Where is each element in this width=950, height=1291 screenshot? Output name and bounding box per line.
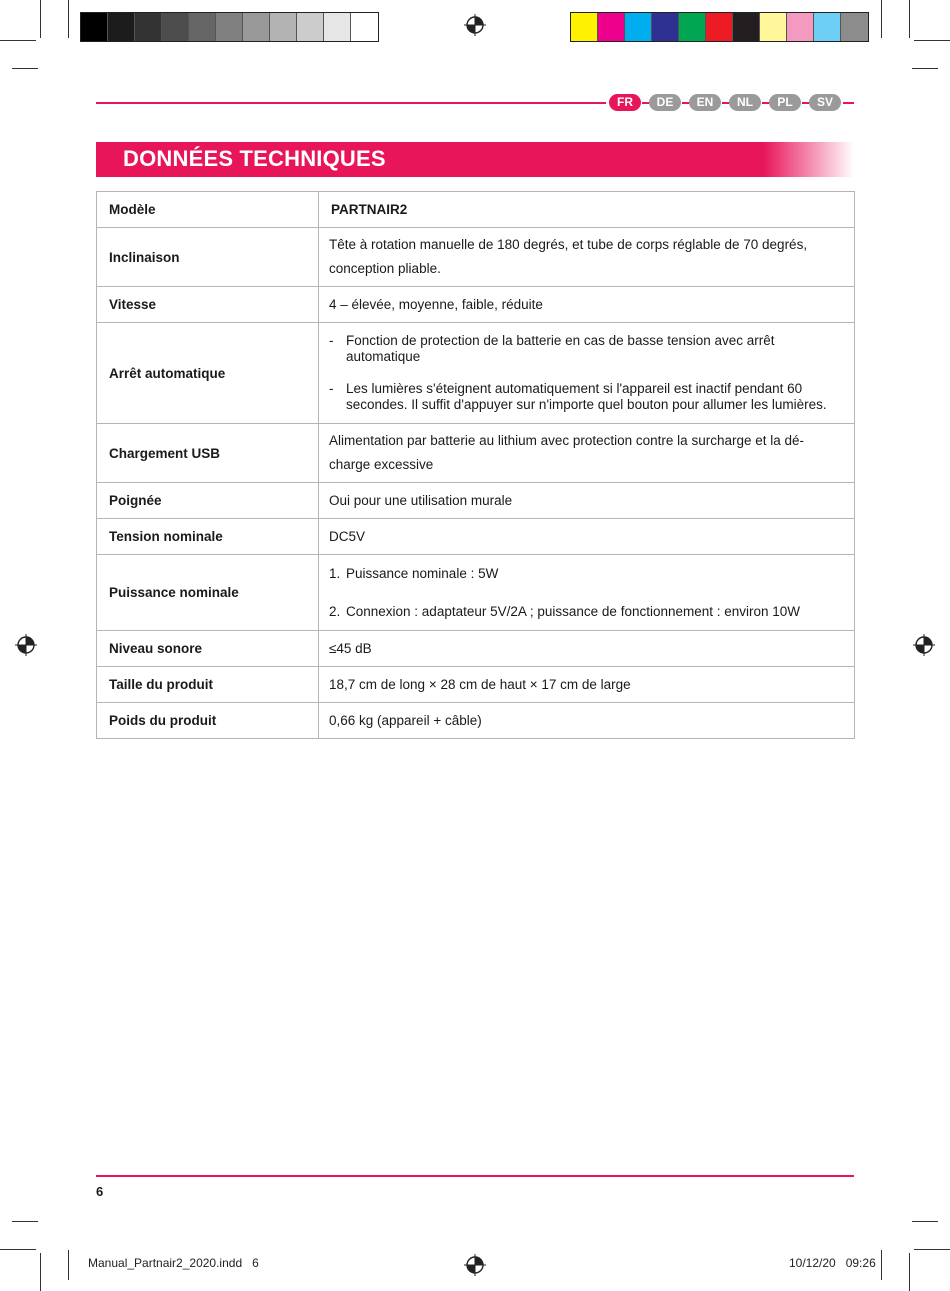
spec-value: Alimentation par batterie au lithium avec protection contre la surcharge et la dé-charge excessive [319,424,855,483]
crop-mark [68,1250,69,1280]
color-swatch [243,13,270,41]
list-item [329,381,844,413]
crop-mark [912,1221,938,1222]
crop-mark [0,40,36,41]
spec-label: Modèle [97,192,319,228]
table-row [97,631,855,667]
spec-label: Arrêt automatique [97,323,319,424]
spec-label: Taille du produit [97,667,319,703]
section-banner [96,142,854,177]
spec-value [319,323,855,424]
list-item-text: Les lumières s'éteignent automatiquement si l'appareil est inactif pendant 60 secondes. Il suffit d'appuyer sur n'importe quel bouton pour allumer les lumières. [346,381,827,412]
technical-specs-table [96,191,855,739]
color-swatch [108,13,135,41]
list-marker: 2. [329,603,341,619]
table-row [97,192,855,228]
table-row [97,483,855,519]
color-swatch [625,13,652,41]
color-swatch [760,13,787,41]
spec-label: Niveau sonore [97,631,319,667]
language-pill-de[interactable]: DE [649,94,681,111]
table-row [97,323,855,424]
crop-mark [912,68,938,69]
process-color-bar [570,12,869,42]
color-swatch [679,13,706,41]
registration-mark-icon [464,14,486,36]
language-separator [762,102,769,104]
page-number: 6 [96,1184,104,1199]
print-timestamp: 10/12/20 09:26 [789,1256,876,1270]
table-row [97,228,855,287]
grayscale-color-bar [80,12,379,42]
color-swatch [216,13,243,41]
crop-mark [914,40,950,41]
spec-label: Puissance nominale [97,555,319,631]
table-row [97,703,855,739]
spec-label: Vitesse [97,287,319,323]
crop-mark [909,1253,910,1291]
crop-mark [881,1250,882,1280]
spec-label: Chargement USB [97,424,319,483]
crop-mark [68,0,69,38]
spec-label: Inclinaison [97,228,319,287]
color-swatch [351,13,378,41]
registration-mark-icon [15,634,37,656]
crop-mark [914,1249,950,1250]
color-swatch [571,13,598,41]
spec-value: Tête à rotation manuelle de 180 degrés, et tube de corps réglable de 70 degrés, conception pliable. [319,228,855,287]
language-pill-en[interactable]: EN [689,94,721,111]
registration-mark-icon [464,1254,486,1276]
spec-value: Oui pour une utilisation murale [319,483,855,519]
spec-label: Poids du produit [97,703,319,739]
crop-mark [12,1221,38,1222]
color-swatch [787,13,814,41]
list-marker: 1. [329,565,341,581]
spec-value [319,555,855,631]
color-swatch [81,13,108,41]
list-marker: - [329,333,334,348]
language-separator [802,102,809,104]
list-item-text: Connexion : adaptateur 5V/2A ; puissance de fonctionnement : environ 10W [346,603,801,619]
color-swatch [324,13,351,41]
crop-mark [0,1249,36,1250]
spec-value: 0,66 kg (appareil + câble) [319,703,855,739]
color-swatch [733,13,760,41]
table-row [97,519,855,555]
language-separator [722,102,729,104]
spec-value: DC5V [319,519,855,555]
color-swatch [162,13,189,41]
color-swatch [706,13,733,41]
list-item-text: Puissance nominale : 5W [346,565,499,581]
language-separator [682,102,689,104]
table-row [97,667,855,703]
table-row [97,287,855,323]
language-pill-pl[interactable]: PL [769,94,801,111]
language-pill-fr[interactable]: FR [609,94,641,111]
color-swatch [297,13,324,41]
table-row [97,424,855,483]
list-item [329,333,844,365]
spec-label: Poignée [97,483,319,519]
spec-value: 18,7 cm de long × 28 cm de haut × 17 cm de large [319,667,855,703]
list-marker: - [329,381,334,396]
file-name-slug: Manual_Partnair2_2020.indd 6 [88,1256,259,1270]
color-swatch [841,13,868,41]
crop-mark [40,1253,41,1291]
footer-rule [96,1175,854,1177]
list-item [329,604,844,620]
language-pill-sv[interactable]: SV [809,94,841,111]
crop-mark [881,0,882,38]
language-separator [642,102,649,104]
table-row [97,555,855,631]
list-item-text: Fonction de protection de la batterie en cas de basse tension avec arrêt automatique [346,333,775,364]
color-swatch [189,13,216,41]
list-item [329,566,844,582]
color-swatch [598,13,625,41]
spec-value: ≤45 dB [319,631,855,667]
crop-mark [40,0,41,38]
spec-value: 4 – élevée, moyenne, faible, réduite [319,287,855,323]
spec-label: Tension nominale [97,519,319,555]
registration-mark-icon [913,634,935,656]
color-swatch [652,13,679,41]
color-swatch [814,13,841,41]
section-title: DONNÉES TECHNIQUES [123,146,386,171]
language-selector [0,94,950,112]
color-swatch [135,13,162,41]
spec-value: PARTNAIR2 [319,192,855,228]
crop-mark [12,68,38,69]
crop-mark [909,0,910,38]
language-pill-nl[interactable]: NL [729,94,761,111]
color-swatch [270,13,297,41]
